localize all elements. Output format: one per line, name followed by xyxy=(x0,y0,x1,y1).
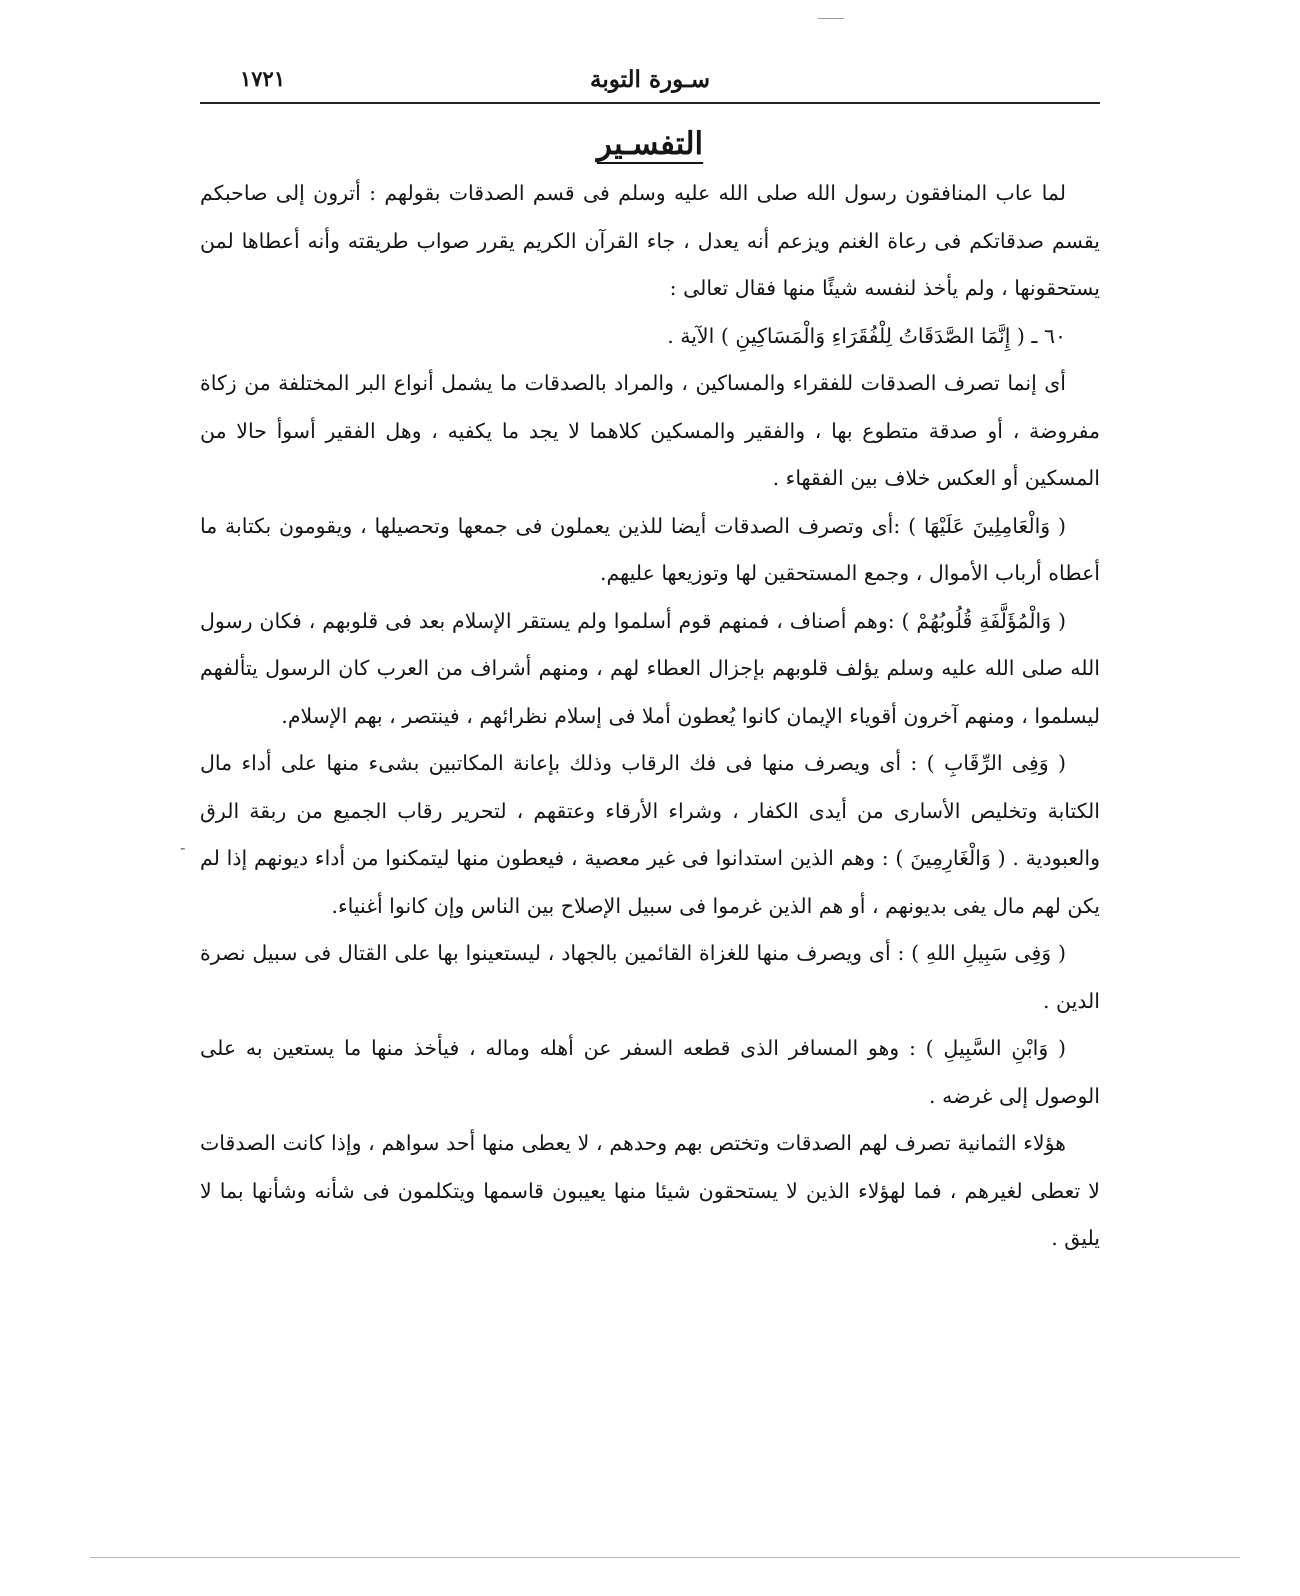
surah-title: سـورة التوبة xyxy=(589,66,710,93)
body-text xyxy=(200,170,1100,1263)
paragraph-workers: ( وَالْعَامِلِينَ عَلَيْهَا ) :أى وتصرف الصدقات أيضا للذين يعملون فى جمعها وتحصيلها ، ويقومون بكتابة ما أعطاه أرباب الأموال ، وجمع المستحقين لها وتوزيعها عليهم. xyxy=(200,513,1100,585)
document-page xyxy=(200,60,1100,1263)
paragraph-slaves-and-debtors: ( وَفِى الرِّقَابِ ) : أى ويصرف منها فى فك الرقاب وذلك بإعانة المكاتبين بشىء منها على أداء مال الكتابة وتخليص الأسارى من أيدى الكفار ، وشراء الأرقاء وعتقهم ، لتحرير رقاب الجميع من ربقة الرق والعبودية . ( وَالْغَارِمِينَ ) : وهم الذين استدانوا فى غير معصية ، فيعطون منها ليتمكنوا من أداء ديونهم إذا لم يكن لهم مال يفى بديونهم ، أو هم الذين غرموا فى سبيل الإصلاح بين الناس وإن كانوا أغنياء. xyxy=(200,751,1100,918)
paragraph-hearts-reconciled: ( وَالْمُؤَلَّفَةِ قُلُوبُهُمْ ) :وهم أصناف ، فمنهم قوم أسلموا ولم يستقر الإسلام بعد فى قلوبهم ، فكان رسول الله صلى الله عليه وسلم يؤلف قلوبهم بإجزال العطاء لهم ، ومنهم أشراف من العرب كان الرسول يتألفهم ليسلموا ، ومنهم آخرون أقوياء الإيمان كانوا يُعطون أملا فى إسلام نظرائهم ، فينتصر ، بهم الإسلام. xyxy=(200,608,1100,728)
page-number: ١٧٢١ xyxy=(240,66,286,91)
scan-mark-bottom xyxy=(90,1557,1240,1558)
paragraph-verse-60: ٦٠ ـ ( إِنَّمَا الصَّدَقَاتُ لِلْفُقَرَاءِ وَالْمَسَاكِينِ ) الآية . xyxy=(667,323,1066,348)
paragraph-cause-of-allah: ( وَفِى سَبِيلِ اللهِ ) : أى ويصرف منها للغزاة القائمين بالجهاد ، ليستعينوا بها على القتال فى سبيل نصرة الدين . xyxy=(200,941,1100,1013)
section-heading: التفسـير xyxy=(596,126,704,162)
paragraph-conclusion: هؤلاء الثمانية تصرف لهم الصدقات وتختص بهم وحدهم ، لا يعطى منها أحد سواهم ، وإذا كانت الصدقات لا تعطى لغيرهم ، فما لهؤلاء الذين لا يستحقون شيئا منها يعيبون قاسمها ويتكلمون فى شأنه وشأنها بما لا يليق . xyxy=(200,1131,1100,1250)
paragraph-wayfarer: ( وَابْنِ السَّبِيلِ ) : وهو المسافر الذى قطعه السفر عن أهله وماله ، فيأخذ منها ما يستعين به على الوصول إلى غرضه . xyxy=(200,1036,1100,1108)
paragraph-poor-and-needy: أى إنما تصرف الصدقات للفقراء والمساكين ، والمراد بالصدقات ما يشمل أنواع البر المختلفة من زكاة مفروضة ، أو صدقة متطوع بها ، والفقير والمسكين كلاهما لا يجد ما يكفيه ، وهل الفقير أسوأ حالا من المسكين أو العكس خلاف بين الفقهاء . xyxy=(200,371,1100,490)
scan-mark-margin: - xyxy=(180,838,186,857)
paragraph-intro: لما عاب المنافقون رسول الله صلى الله عليه وسلم فى قسم الصدقات بقولهم : أترون إلى صاحبكم يقسم صدقاتكم فى رعاة الغنم ويزعم أنه يعدل ، جاء القرآن الكريم يقرر صواب طريقته وأنه أعطاها لمن يستحقونها ، ولم يأخذ لنفسه شيئًا منها فقال تعالى : xyxy=(200,181,1100,300)
running-header xyxy=(200,60,1100,104)
scan-mark-top xyxy=(818,18,844,19)
